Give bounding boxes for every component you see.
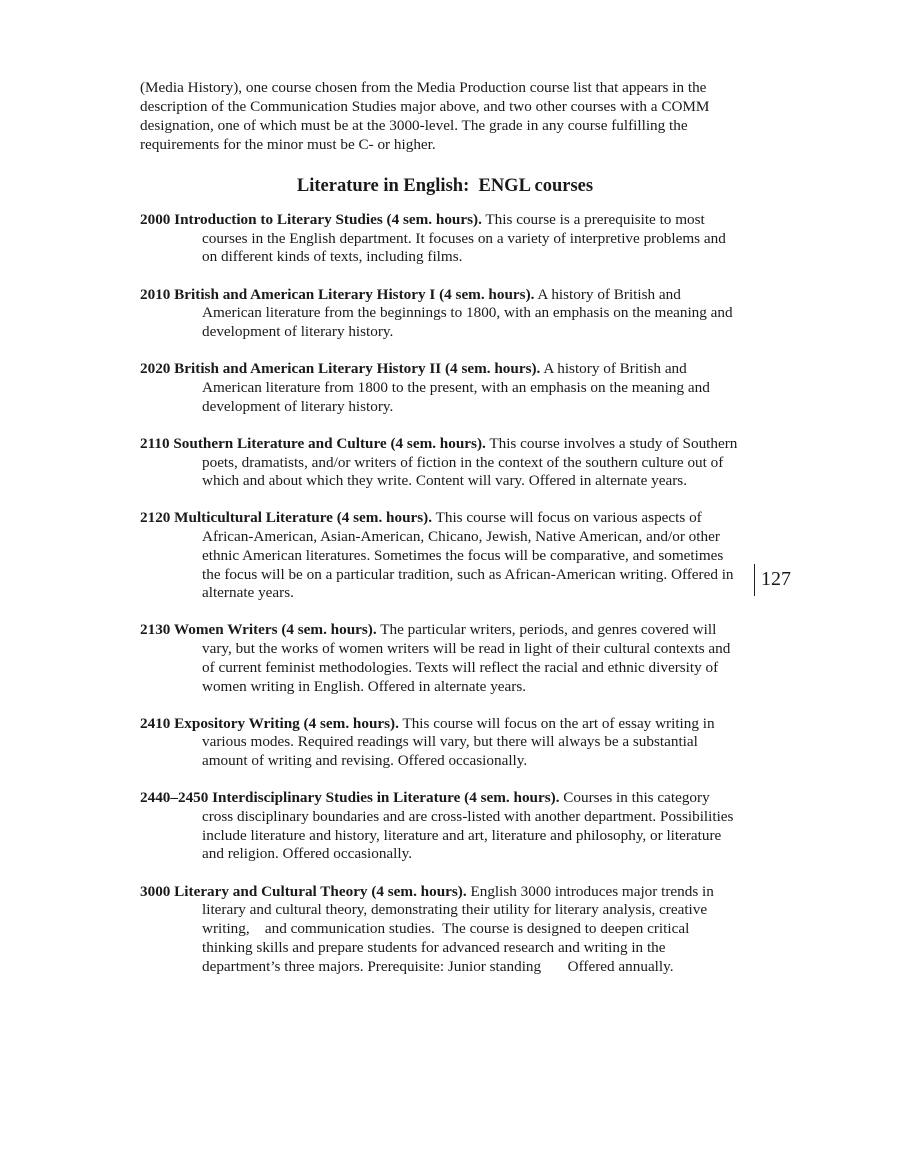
course-title: 2130 Women Writers (4 sem. hours). — [140, 621, 377, 639]
course-entry-2440-2450 — [140, 789, 740, 864]
course-description: English 3000 introduces major trends in literary and cultural theory, demonstrating their utility for literary analysis, creative writing, and communication studies. The course is designed to deepen critical thinking skills and prepare students for advanced research and writing in the department’s three majors. Prerequisite: Junior standing Offered annually. — [202, 882, 718, 975]
course-entry-2020 — [140, 360, 740, 416]
course-entry-2410 — [140, 715, 740, 771]
course-entry-2010 — [140, 286, 740, 342]
course-description: This course is a prerequisite to most courses in the English department. It focuses on a variety of interpretive problems and on different kinds of texts, including films. — [202, 211, 730, 266]
course-list — [140, 211, 740, 976]
course-title: 2120 Multicultural Literature (4 sem. hours). — [140, 509, 433, 527]
course-title: 2020 British and American Literary History II (4 sem. hours). — [140, 360, 541, 378]
page-number: 127 — [754, 564, 791, 596]
course-description: This course will focus on the art of essay writing in various modes. Required readings will vary, but there will always be a substantial amount of writing and revising. Offered occasionally. — [202, 714, 719, 770]
course-entry-2120 — [140, 509, 740, 603]
section-title: Literature in English: ENGL courses — [296, 176, 594, 196]
course-entry-2130 — [140, 621, 740, 696]
course-title: 2440–2450 Interdisciplinary Studies in Literature (4 sem. hours). — [140, 789, 560, 807]
course-description: A history of British and American literature from the beginnings to 1800, with an emphasis on the meaning and development of literary history. — [202, 285, 737, 341]
course-description: This course involves a study of Southern poets, dramatists, and/or writers of fiction in the context of the southern culture out of which and about which they write. Content will vary. Offered in alternate years. — [202, 434, 742, 490]
course-title: 2010 British and American Literary History I (4 sem. hours). — [140, 285, 535, 303]
course-description: The particular writers, periods, and genres covered will vary, but the works of women writers will be read in light of their cultural contexts and of current feminist methodologies. Texts will reflect the racial and ethnic diversity of women writing in English. Offered in alternate years. — [202, 621, 735, 695]
intro-paragraph: (Media History), one course chosen from the Media Production course list that appears in the description of the Communication Studies major above, and two other courses with a COMM designation, one of which must be at the 3000-level. The grade in any course fulfilling the requirements for the minor must be C- or higher. — [140, 79, 710, 153]
course-title: 3000 Literary and Cultural Theory (4 sem. hours). — [140, 882, 467, 900]
course-entry-3000 — [140, 883, 740, 977]
course-description: A history of British and American literature from 1800 to the present, with an emphasis on the meaning and development of literary history. — [202, 360, 714, 415]
course-title: 2410 Expository Writing (4 sem. hours). — [140, 714, 399, 732]
course-title: 2000 Introduction to Literary Studies (4 sem. hours). — [140, 211, 482, 228]
course-entry-2110 — [140, 435, 740, 491]
course-title: 2110 Southern Literature and Culture (4 sem. hours). — [140, 434, 486, 452]
course-description: This course will focus on various aspects of African-American, Asian-American, Chicano, Jewish, Native American, and/or other ethnic American literatures. Sometimes the focus will be comparative, and sometimes the focus will be on a particular tradition, such as African-American writing. Offered in alternate years. — [202, 509, 738, 602]
course-entry-2000 — [140, 211, 740, 267]
course-description: Courses in this category cross disciplinary boundaries and are cross-listed with another department. Possibilities include literature and history, literature and art, literature and philosophy, or literature and religion. Offered occasionally. — [202, 789, 738, 863]
catalog-page — [140, 78, 740, 995]
